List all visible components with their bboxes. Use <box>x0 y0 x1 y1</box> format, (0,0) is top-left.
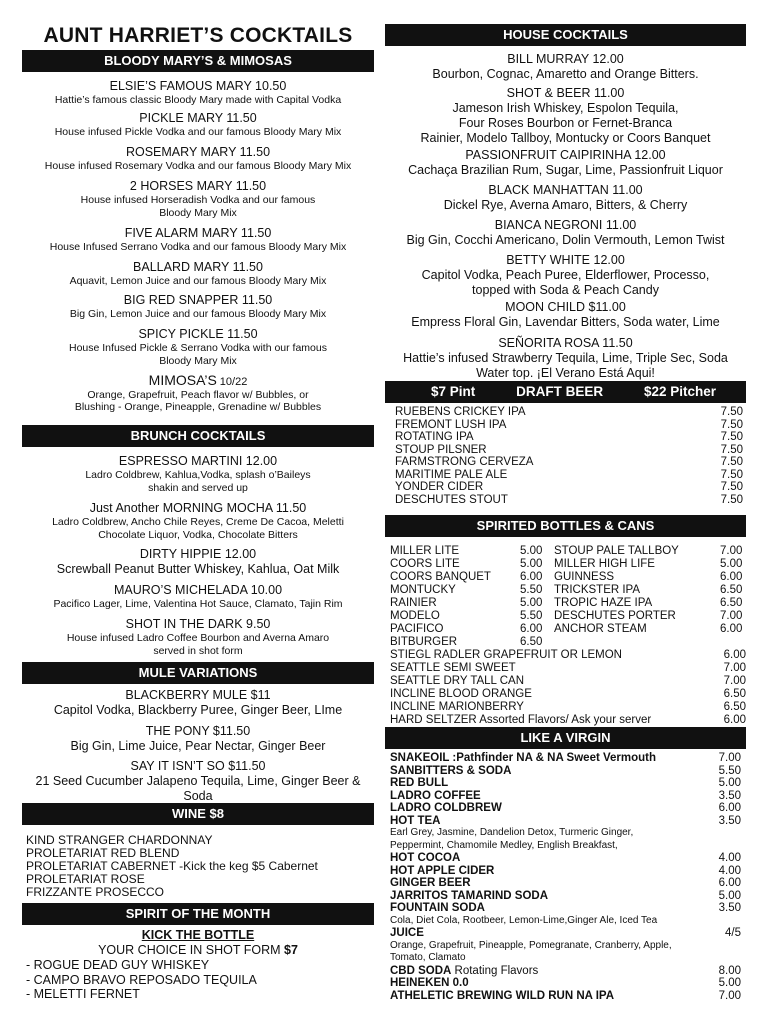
mule-item: BLACKBERRY MULE $11 Capitol Vodka, Blackberry Puree, Ginger Beer, LIme <box>53 688 343 717</box>
bottles-header: SPIRITED BOTTLES & CANS <box>385 515 746 537</box>
brunch-item: ESPRESSO MARTINI 12.00 Ladro Coldbrew, Kahlua,Vodka, splash o’Baileys shakin and served up <box>85 454 311 494</box>
bottle-pair-row: BITBURGER 6.50 <box>390 636 543 648</box>
wine-item: PROLETARIAT CABERNET -Kick the keg $5 Cabernet <box>26 859 318 873</box>
house-header: HOUSE COCKTAILS <box>385 24 746 46</box>
draft-row: FREMONT LUSH IPA 7.50 <box>395 418 743 431</box>
virgin-row: LADRO COFFEE 3.50 <box>390 789 741 802</box>
bottle-pair-row: COORS LITE 5.00 MILLER HIGH LIFE 5.00 <box>390 558 743 570</box>
virgin-row: HOT TEA 3.50 <box>390 814 741 827</box>
house-item: SHOT & BEER 11.00 Jameson Irish Whiskey, Espolon Tequila, Four Roses Bourbon or Fernet-Branca Rainier, Modelo Tallboy, Montucky or Coors Banquet <box>420 86 711 145</box>
bottle-pair-row: MILLER LITE 5.00 STOUP PALE TALLBOY 7.00 <box>390 545 743 557</box>
brunch-item: SHOT IN THE DARK 9.50 House infused Ladro Coffee Bourbon and Averna Amaro served in shot form <box>66 617 330 657</box>
draft-row: FARMSTRONG CERVEZA 7.50 <box>395 456 743 468</box>
tea-note: Earl Grey, Jasmine, Dandelion Detox, Turmeric Ginger, <box>390 827 634 838</box>
bloody-item: BIG RED SNAPPER 11.50 Big Gin, Lemon Juice and our famous Bloody Mary Mix <box>69 293 327 320</box>
house-item: BIANCA NEGRONI 11.00 Big Gin, Cocchi Americano, Dolin Vermouth, Lemon Twist <box>406 218 725 247</box>
brunch-item: MAURO’S MICHELADA 10.00 Pacifico Lager, Lime, Valentina Hot Sauce, Clamato, Tajin Rim <box>53 583 343 610</box>
mimosa-item: MIMOSA’S 10/22 Orange, Grapefruit, Peach flavor w/ Bubbles, or Blushing - Orange, Pineapple, Grenadine w/ Bubbles <box>74 372 322 413</box>
bottle-pair-row: COORS BANQUET 6.00 GUINNESS 6.00 <box>390 571 743 583</box>
brunch-header: BRUNCH COCKTAILS <box>22 425 374 447</box>
wine-list <box>26 834 374 899</box>
bloody-header: BLOODY MARY’S & MIMOSAS <box>22 50 374 72</box>
wine-item: KIND STRANGER CHARDONNAY <box>26 833 213 847</box>
bottle-pair-row: RAINIER 5.00 TROPIC HAZE IPA 6.50 <box>390 597 743 609</box>
virgin-row: LADRO COLDBREW 6.00 <box>390 802 741 814</box>
bottle-pair-row: MONTUCKY 5.50 TRICKSTER IPA 6.50 <box>390 584 743 596</box>
draft-row: YONDER CIDER 7.50 <box>395 481 743 493</box>
virgin-row: SANBITTERS & SODA 5.50 <box>390 764 741 777</box>
mule-header: MULE VARIATIONS <box>22 662 374 684</box>
spirit-item: - CAMPO BRAVO REPOSADO TEQUILA <box>26 972 257 987</box>
draft-list <box>395 406 743 506</box>
bloody-item: FIVE ALARM MARY 11.50 House Infused Serrano Vodka and our famous Bloody Mary Mix <box>49 226 347 253</box>
virgin-row: CBD SODA Rotating Flavors 8.00 <box>390 964 741 977</box>
draft-header <box>385 381 746 403</box>
bottle-single-row: SEATTLE DRY TALL CAN 7.00 <box>390 675 746 687</box>
juice-note: Tomato, Clamato <box>390 952 466 963</box>
house-item: BILL MURRAY 12.00 Bourbon, Cognac, Amaretto and Orange Bitters. <box>432 52 699 81</box>
bottle-pair-row: MODELO 5.50 DESCHUTES PORTER 7.00 <box>390 610 743 622</box>
virgin-row: JARRITOS TAMARIND SODA 5.00 <box>390 889 741 902</box>
wine-header: WINE $8 <box>22 803 374 825</box>
bloody-item: ROSEMARY MARY 11.50 House infused Rosemary Vodka and our famous Bloody Mary Mix <box>44 145 352 172</box>
mule-item: SAY IT ISN’T SO $11.50 21 Seed Cucumber Jalapeno Tequila, Lime, Ginger Beer & Soda <box>35 759 361 803</box>
virgin-header: LIKE A VIRGIN <box>385 727 746 749</box>
spirit-header: SPIRIT OF THE MONTH <box>22 903 374 925</box>
menu-title: AUNT HARRIET’S COCKTAILS <box>43 24 353 47</box>
mule-item: THE PONY $11.50 Big Gin, Lime Juice, Pear Nectar, Ginger Beer <box>70 724 326 753</box>
virgin-row: HEINEKEN 0.0 5.00 <box>390 977 741 989</box>
virgin-row: HOT APPLE CIDER 4.00 <box>390 864 741 877</box>
juice-note: Orange, Grapefruit, Pineapple, Pomegranate, Cranberry, Apple, <box>390 939 672 951</box>
draft-pint: $7 Pint <box>431 384 476 399</box>
bottle-single-row: INCLINE BLOOD ORANGE 6.50 <box>390 688 746 700</box>
house-item: BETTY WHITE 12.00 Capitol Vodka, Peach Puree, Elderflower, Processo, topped with Soda & Peach Candy <box>421 253 710 297</box>
draft-pitcher: $22 Pitcher <box>643 384 716 399</box>
draft-row: ROTATING IPA 7.50 <box>395 431 743 443</box>
brunch-item: Just Another MORNING MOCHA 11.50 Ladro Coldbrew, Ancho Chile Reyes, Creme De Cacoa, Meletti Chocolate Liquor, Vodka, Chocolate Bitters <box>52 501 344 541</box>
draft-row: RUEBENS CRICKEY IPA 7.50 <box>395 406 743 418</box>
house-item: BLACK MANHATTAN 11.00 Dickel Rye, Averna Amaro, Bitters, & Cherry <box>443 183 688 212</box>
draft-row: DESCHUTES STOUT 7.50 <box>395 493 743 506</box>
spirit-kick: KICK THE BOTTLE YOUR CHOICE IN SHOT FORM $7 <box>98 928 298 957</box>
bloody-item: PICKLE MARY 11.50 House infused Pickle Vodka and our famous Bloody Mary Mix <box>54 111 342 138</box>
bottles-pairs <box>390 545 746 727</box>
bottle-pair-row: PACIFICO 6.00 ANCHOR STEAM 6.00 <box>390 623 743 635</box>
bottle-single-row: HARD SELTZER Assorted Flavors/ Ask your server 6.00 <box>390 714 746 726</box>
tea-note: Peppermint, Chamomile Medley, English Breakfast, <box>390 839 618 851</box>
virgin-row: FOUNTAIN SODA 3.50 <box>390 902 741 914</box>
virgin-row: RED BULL 5.00 <box>390 777 741 789</box>
draft-row: STOUP PILSNER 7.50 <box>395 443 743 456</box>
spirit-item: - MELETTI FERNET <box>26 987 140 1001</box>
virgin-row: GINGER BEER 6.00 <box>390 877 741 889</box>
bottle-single-row: INCLINE MARIONBERRY 6.50 <box>390 701 746 713</box>
wine-item: FRIZZANTE PROSECCO <box>26 885 165 899</box>
bottle-single-row: STIEGL RADLER GRAPEFRUIT OR LEMON 6.00 <box>390 649 746 661</box>
bloody-item: 2 HORSES MARY 11.50 House infused Horseradish Vodka and our famous Bloody Mary Mix <box>80 179 316 219</box>
draft-row: MARITIME PALE ALE 7.50 <box>395 468 743 481</box>
bloody-item: ELSIE’S FAMOUS MARY 10.50 Hattie’s famous classic Bloody Mary made with Capital Vodka <box>54 79 342 106</box>
house-item: MOON CHILD $11.00 Empress Floral Gin, Lavendar Bitters, Soda water, Lime <box>411 300 720 329</box>
wine-item: PROLETARIAT ROSE <box>26 872 145 886</box>
draft-title: DRAFT BEER <box>516 384 604 399</box>
bottle-single-row: SEATTLE SEMI SWEET 7.00 <box>390 662 746 674</box>
spirit-item: - ROGUE DEAD GUY WHISKEY <box>26 958 210 972</box>
bloody-item: SPICY PICKLE 11.50 House Infused Pickle & Serrano Vodka with our famous Bloody Mary Mix <box>69 327 327 367</box>
house-item: PASSIONFRUIT CAIPIRINHA 12.00 Cachaça Brazilian Rum, Sugar, Lime, Passionfruit Liquor <box>408 148 723 177</box>
virgin-row: JUICE 4/5 <box>390 927 741 939</box>
soda-note: Cola, Diet Cola, Rootbeer, Lemon-Lime,Ginger Ale, Iced Tea <box>390 914 658 926</box>
virgin-row: ATHELETIC BREWING WILD RUN NA IPA 7.00 <box>390 989 741 1002</box>
spirit-list <box>26 958 374 1002</box>
virgin-row: HOT COCOA 4.00 <box>390 852 741 864</box>
wine-item: PROLETARIAT RED BLEND <box>26 846 180 860</box>
brunch-item: DIRTY HIPPIE 12.00 Screwball Peanut Butter Whiskey, Kahlua, Oat Milk <box>56 547 340 576</box>
house-item: SEÑORITA ROSA 11.50 Hattie’s infused Strawberry Tequila, Lime, Triple Sec, Soda Water top. ¡El Verano Está Aqui! <box>403 336 728 380</box>
virgin-list <box>390 752 741 1002</box>
bloody-item: BALLARD MARY 11.50 Aquavit, Lemon Juice and our famous Bloody Mary Mix <box>69 260 327 287</box>
virgin-row: SNAKEOIL :Pathfinder NA & NA Sweet Vermouth 7.00 <box>390 752 741 764</box>
